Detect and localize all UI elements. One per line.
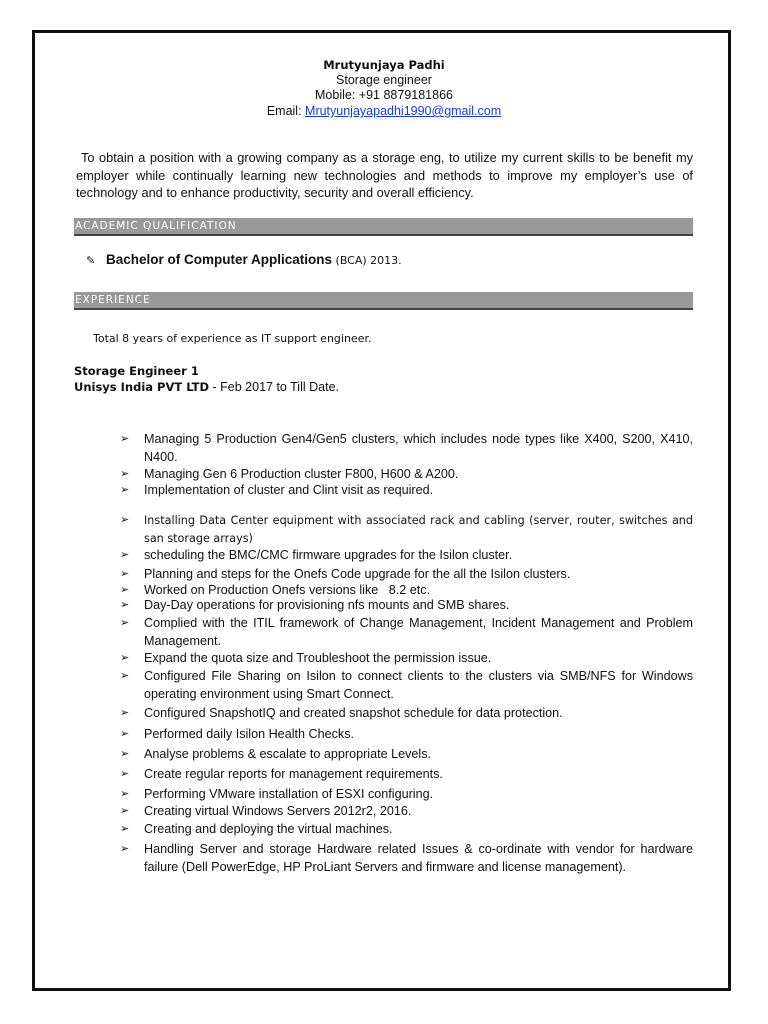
arrow-bullet-icon: ➢ <box>120 728 130 740</box>
list-item-text: Analyse problems & escalate to appropriate Levels. <box>144 747 432 761</box>
list-item <box>120 466 693 484</box>
degree-name: Bachelor of Computer Applications <box>106 252 333 267</box>
list-item <box>120 668 693 703</box>
degree-year: (BCA) 2013. <box>332 254 402 267</box>
list-item-text: Planning and steps for the Onefs Code upgrade for the all the Isilon clusters. <box>144 567 571 581</box>
list-item-text: Installing Data Center equipment with associated rack and cabling (server, router, switches and san storage arrays) <box>144 514 693 545</box>
arrow-bullet-icon: ➢ <box>120 707 130 719</box>
list-item <box>120 547 693 565</box>
list-item-text: Day-Day operations for provisioning nfs mounts and SMB shares. <box>144 598 510 612</box>
employment-period: - Feb 2017 to Till Date. <box>209 380 339 394</box>
arrow-bullet-icon: ➢ <box>120 748 130 760</box>
email-label: Email: <box>266 104 306 118</box>
list-item-text: Implementation of cluster and Clint visit as required. <box>144 483 434 497</box>
list-item <box>120 746 693 764</box>
list-item <box>120 766 693 784</box>
list-item-text: Configured SnapshotIQ and created snapshot schedule for data protection. <box>144 706 563 720</box>
list-item-text: Worked on Production Onefs versions like 8.2 etc. <box>144 583 431 597</box>
list-item <box>120 482 693 500</box>
list-item <box>120 650 693 668</box>
mobile-number: Mobile: +91 8879181866 <box>315 88 453 102</box>
list-item <box>120 512 693 547</box>
list-item-text: Performing VMware installation of ESXI configuring. <box>144 787 434 801</box>
pencil-bullet-icon: ✎ <box>86 255 96 267</box>
candidate-name: Mrutyunjaya Padhi <box>323 58 445 72</box>
arrow-bullet-icon: ➢ <box>120 514 130 526</box>
list-item <box>120 803 693 821</box>
email-line <box>0 104 768 119</box>
arrow-bullet-icon: ➢ <box>120 768 130 780</box>
list-item-text: Performed daily Isilon Health Checks. <box>144 727 354 741</box>
arrow-bullet-icon: ➢ <box>120 652 130 664</box>
arrow-bullet-icon: ➢ <box>120 843 130 855</box>
list-item-text: Expand the quota size and Troubleshoot the permission issue. <box>144 651 492 665</box>
list-item <box>120 566 693 584</box>
list-item-text: Managing Gen 6 Production cluster F800, H600 & A200. <box>144 467 459 481</box>
arrow-bullet-icon: ➢ <box>120 617 130 629</box>
education-entry <box>86 252 402 267</box>
list-item <box>120 786 693 804</box>
company-name: Unisys India PVT LTD <box>74 380 210 394</box>
list-item <box>120 431 693 466</box>
arrow-bullet-icon: ➢ <box>120 433 130 445</box>
list-item-text: Handling Server and storage Hardware related Issues & co-ordinate with vendor for hardware failure (Dell PowerEdge, HP ProLiant Servers and firmware and license management). <box>144 842 693 874</box>
arrow-bullet-icon: ➢ <box>120 788 130 800</box>
arrow-bullet-icon: ➢ <box>120 549 130 561</box>
list-item-text: Managing 5 Production Gen4/Gen5 clusters, which includes node types like X400, S200, X410, N400. <box>144 432 693 464</box>
list-item-text: Configured File Sharing on Isilon to connect clients to the clusters via SMB/NFS for Windows operating environment using Smart Connect. <box>144 669 693 701</box>
list-item-text: Creating and deploying the virtual machines. <box>144 822 393 836</box>
email-link[interactable]: Mrutyunjayapadhi1990@gmail.com <box>305 104 502 118</box>
arrow-bullet-icon: ➢ <box>120 484 130 496</box>
list-item-text: Creating virtual Windows Servers 2012r2, 2016. <box>144 804 412 818</box>
candidate-title: Storage engineer <box>336 73 432 87</box>
list-item-text: Complied with the ITIL framework of Change Management, Incident Management and Problem Management. <box>144 616 714 648</box>
arrow-bullet-icon: ➢ <box>120 670 130 682</box>
list-item <box>120 841 693 876</box>
list-item <box>120 726 693 744</box>
list-item <box>120 597 693 615</box>
objective-paragraph: To obtain a position with a growing company as a storage eng, to utilize my current skills to be benefit my employer while continually learning new technologies and methods to improve my employer’s use of technology and to enhance productivity, security and overall efficiency. <box>76 150 693 200</box>
arrow-bullet-icon: ➢ <box>120 823 130 835</box>
section-academic-qualification: ACADEMIC QUALIFICATION <box>74 218 693 236</box>
section-experience: EXPERIENCE <box>74 292 693 310</box>
arrow-bullet-icon: ➢ <box>120 584 130 596</box>
list-item <box>120 705 693 723</box>
job-title: Storage Engineer 1 <box>74 364 199 378</box>
arrow-bullet-icon: ➢ <box>120 468 130 480</box>
company-line <box>74 380 339 394</box>
arrow-bullet-icon: ➢ <box>120 805 130 817</box>
list-item <box>120 821 693 839</box>
list-item-text: Create regular reports for management requirements. <box>144 767 443 781</box>
arrow-bullet-icon: ➢ <box>120 599 130 611</box>
list-item-text: scheduling the BMC/CMC firmware upgrades for the Isilon cluster. <box>144 548 513 562</box>
list-item <box>120 615 714 650</box>
experience-summary: Total 8 years of experience as IT support engineer. <box>93 332 372 345</box>
arrow-bullet-icon: ➢ <box>120 568 130 580</box>
